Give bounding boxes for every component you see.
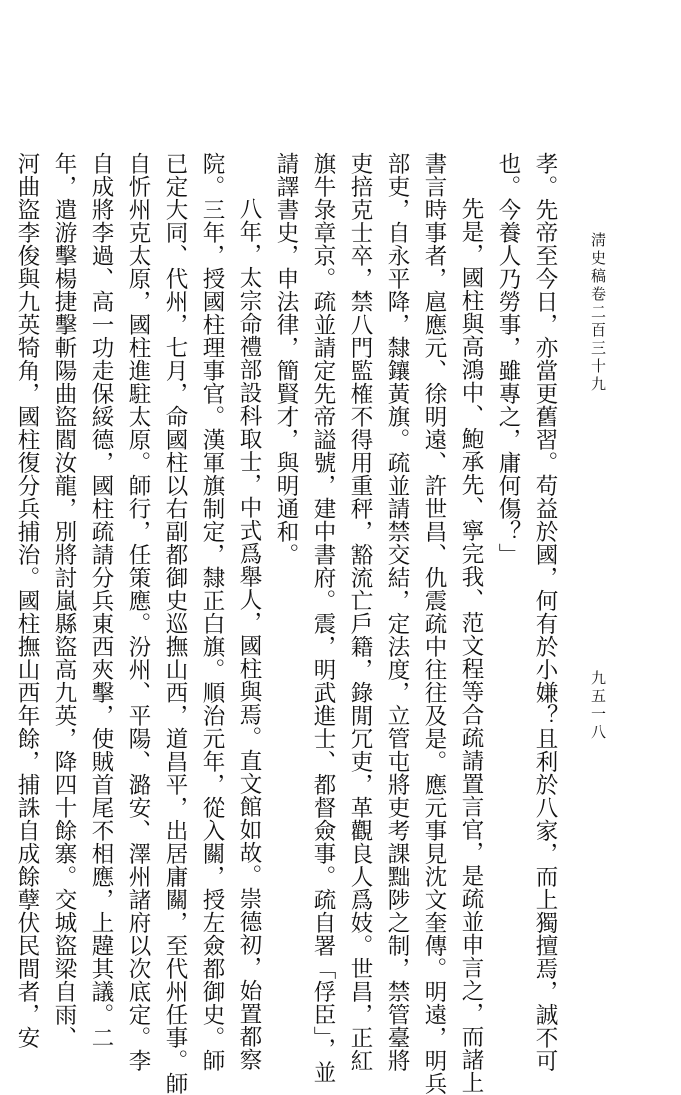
text-column: 書言時事者，扈應元、徐明遠、許世昌、仇震疏中往往及是。應元事見沈文奎傳。明遠，明兵 xyxy=(421,152,447,1095)
text-column: 八年，太宗命禮部設科取士，中式爲舉人，國柱與焉。直文館如故。崇德初，始置都察 xyxy=(236,197,262,1071)
body-text xyxy=(14,152,563,1095)
text-column: 部吏，自永平降，隸鑲黃旗。疏並請禁交結，定法度，立管屯將吏考課黜陟之制，禁管臺將 xyxy=(384,152,410,1072)
text-column: 旗牛彔章京。疏並請定先帝謚號，建中書府。震，明武進士、都督僉事。疏自署「俘臣」，並 xyxy=(310,152,336,1084)
text-column: 自成將李過、高一功走保綏德，國柱疏請分兵東西夾擊，使賊首尾不相應，上韙其議。二 xyxy=(88,152,114,1049)
running-header: 淸史稿卷二百三十九 xyxy=(589,232,607,394)
text-column: 河曲盜李俊與九英犄角，國柱復分兵捕治。國柱撫山西年餘，捕誅自成餘孽伏民間者，安 xyxy=(14,152,40,1049)
text-column: 年，遣游擊楊捷擊斬陽曲盜閻汝龍，別將討嵐縣盜高九英，降四十餘寨。交城盜梁自雨、 xyxy=(51,152,77,1049)
text-column: 先是，國柱與高鴻中、鮑承先、寧完我、范文程等合疏請置言官，是疏並申言之，而諸上 xyxy=(458,197,484,1094)
text-column: 請譯書史，申法律，簡賢才，與明通和。 xyxy=(273,152,299,566)
text-column: 自忻州克太原，國柱進駐太原。師行，任策應。汾州、平陽、潞安、澤州諸府以次底定。李 xyxy=(125,152,151,1072)
text-column: 也。今養人乃勞事，雖專之，庸何傷？」 xyxy=(495,152,521,566)
text-column: 已定大同、代州，七月，命國柱以右副都御史巡撫山西，道昌平，出居庸關，至代州任事。師 xyxy=(162,152,188,1095)
page-number: 九五一八 xyxy=(589,670,607,742)
text-column: 吏掊克士卒，禁八門監榷不得用重秤，豁流亡戶籍，錄閒冗吏，革觀良人爲妓。世昌，正紅 xyxy=(347,152,373,1072)
text-column: 孝。先帝至今日，亦當更舊習。苟益於國，何有於小嫌？且利於八家，而上獨擅焉，誠不可 xyxy=(532,152,558,1072)
text-column: 院。三年，授國柱理事官。漢軍旗制定，隸正白旗。順治元年，從入關，授左僉都御史。師 xyxy=(199,152,225,1072)
